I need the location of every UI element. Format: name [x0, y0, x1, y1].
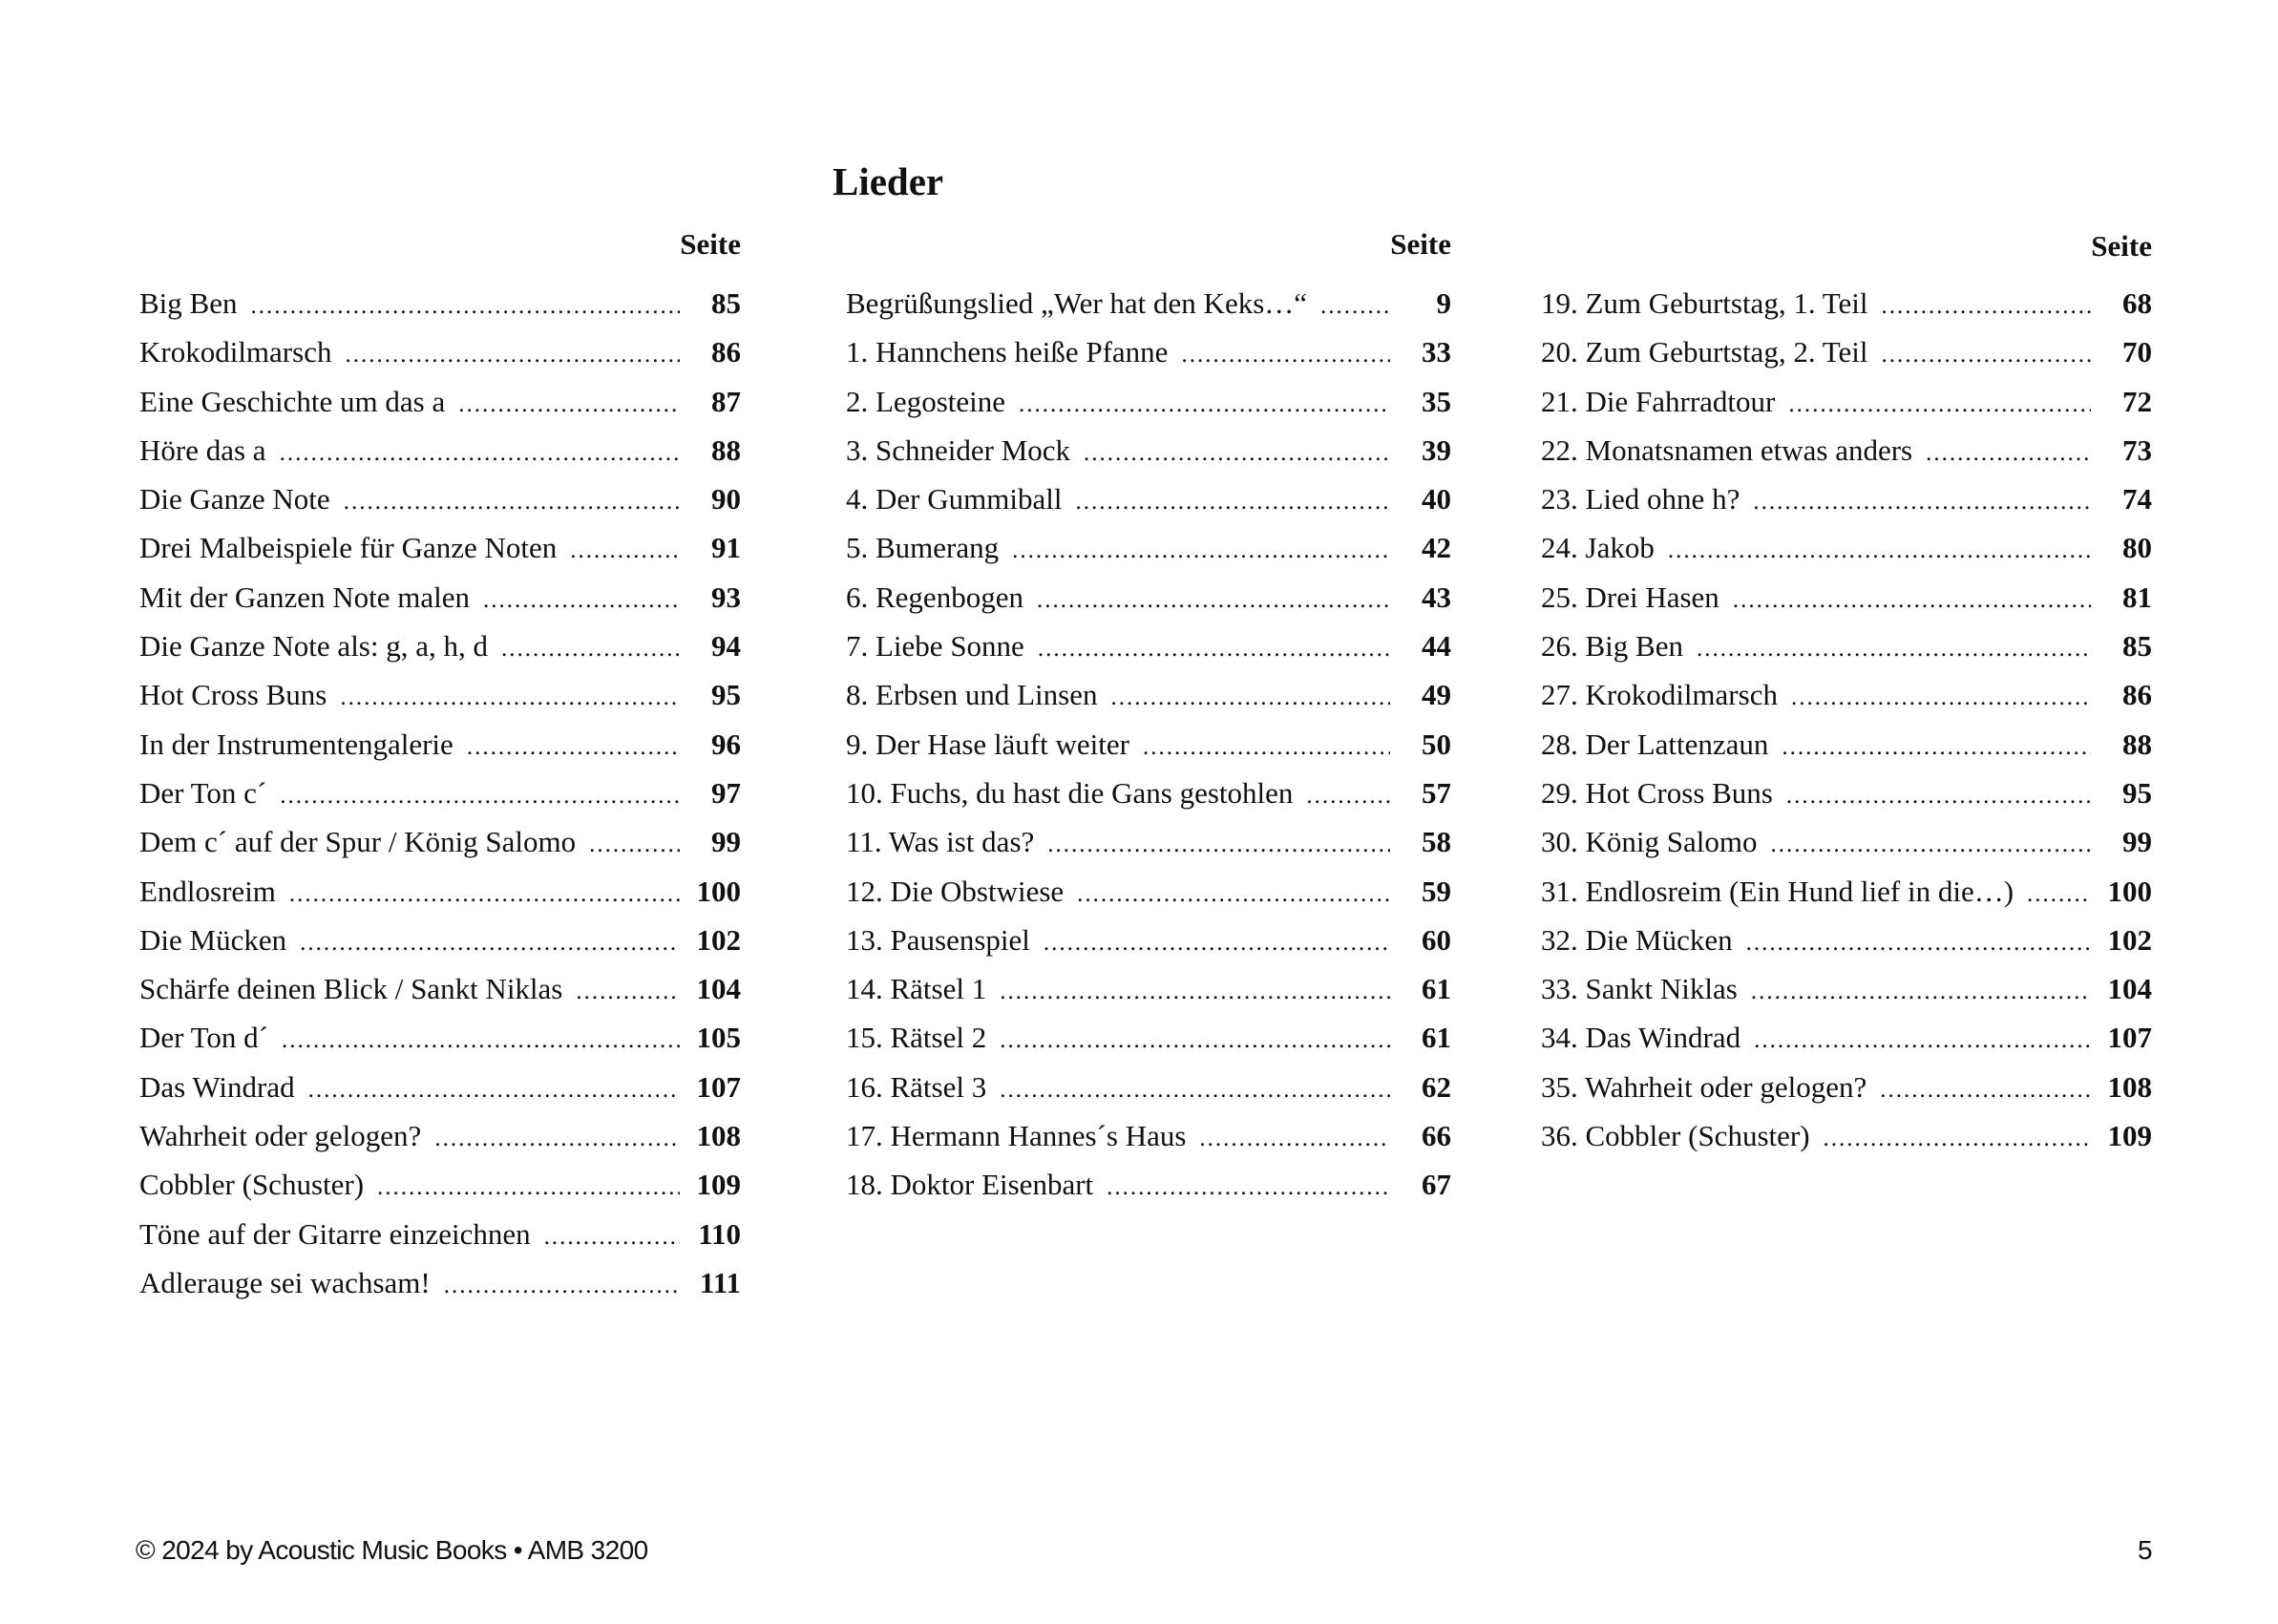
dot-leader: [1110, 679, 1390, 717]
toc-entry: [1541, 285, 2152, 333]
toc-entry: [846, 480, 1451, 529]
dot-leader: [1012, 532, 1390, 570]
toc-entry: [846, 1068, 1451, 1117]
toc-entry: [846, 823, 1451, 872]
dot-leader: [1044, 924, 1390, 962]
toc-entry: [1541, 726, 2152, 774]
toc-entry: [139, 383, 741, 432]
toc-entry-title: 7. Liebe Sonne: [846, 629, 1024, 664]
toc-entry-page: 109: [2107, 1119, 2152, 1153]
toc-entry-title: 27. Krokodilmarsch: [1541, 678, 1778, 712]
toc-entry: [1541, 579, 2152, 627]
toc-entry: [139, 1068, 741, 1117]
toc-entry-page: 93: [711, 580, 741, 614]
dot-leader: [1047, 826, 1390, 864]
toc-entry: [139, 627, 741, 676]
toc-entry-title: Eine Geschichte um das a: [139, 384, 446, 418]
toc-entry-title: 34. Das Windrad: [1541, 1021, 1741, 1055]
toc-entry-title: Höre das a: [139, 432, 266, 467]
toc-entry-title: 11. Was ist das?: [846, 825, 1035, 859]
toc-entry-page: 33: [1422, 335, 1451, 369]
toc-entry-title: Der Ton c´: [139, 775, 267, 810]
toc-entry-title: 3. Schneider Mock: [846, 432, 1071, 467]
toc-entry: [846, 873, 1451, 921]
toc-list: [1541, 285, 2152, 1166]
toc-entry: [846, 676, 1451, 725]
dot-leader: [1038, 630, 1390, 668]
toc-entry-page: 107: [696, 1069, 741, 1104]
toc-entry: [1541, 432, 2152, 480]
toc-entry-page: 60: [1422, 922, 1451, 957]
toc-entry-title: Mit der Ganzen Note malen: [139, 580, 471, 614]
toc-entry-page: 43: [1422, 580, 1451, 614]
dot-leader: [1754, 1022, 2091, 1060]
toc-entry-title: 24. Jakob: [1541, 531, 1655, 565]
dot-leader: [289, 875, 680, 914]
toc-entry-title: 10. Fuchs, du hast die Gans gestohlen: [846, 775, 1294, 810]
toc-entry-title: Die Ganze Note als: g, a, h, d: [139, 629, 488, 664]
toc-entry: [139, 1117, 741, 1166]
dot-leader: [1697, 630, 2091, 668]
toc-entry: [1541, 1019, 2152, 1067]
toc-entry: [846, 1117, 1451, 1166]
toc-entry-page: 85: [711, 286, 741, 320]
dot-leader: [282, 1022, 680, 1060]
footer-page-number: 5: [2138, 1535, 2152, 1565]
toc-entry: [139, 579, 741, 627]
dot-leader: [458, 386, 680, 424]
toc-entry-page: 110: [698, 1216, 741, 1251]
toc-entry: [139, 970, 741, 1019]
toc-entry-title: 21. Die Fahrradtour: [1541, 384, 1776, 418]
toc-entry-title: Töne auf der Gitarre einzeichnen: [139, 1216, 531, 1251]
dot-leader: [340, 679, 680, 717]
toc-entry-page: 61: [1422, 1021, 1451, 1055]
column-header-seite: Seite: [1390, 227, 1451, 261]
toc-entry: [1541, 480, 2152, 529]
column-header-seite: Seite: [680, 227, 741, 261]
toc-entry: [846, 333, 1451, 382]
toc-entry-title: 6. Regenbogen: [846, 580, 1023, 614]
dot-leader: [467, 728, 680, 767]
toc-entry-title: 36. Cobbler (Schuster): [1541, 1119, 1810, 1153]
toc-entry-page: 61: [1422, 972, 1451, 1006]
dot-leader: [1788, 386, 2091, 424]
toc-entry-page: 104: [2107, 972, 2152, 1006]
toc-entry-page: 95: [2122, 775, 2152, 810]
toc-entry: [846, 921, 1451, 970]
toc-entry-title: 8. Erbsen und Linsen: [846, 678, 1098, 712]
toc-entry-title: 17. Hermann Hannes´s Haus: [846, 1119, 1187, 1153]
toc-entry: [846, 285, 1451, 333]
toc-entry-title: 29. Hot Cross Buns: [1541, 775, 1773, 810]
toc-entry-title: 23. Lied ohne h?: [1541, 482, 1740, 517]
toc-entry-page: 72: [2122, 384, 2152, 418]
toc-entry: [1541, 873, 2152, 921]
toc-entry-page: 70: [2122, 335, 2152, 369]
dot-leader: [1786, 777, 2091, 815]
dot-leader: [377, 1169, 680, 1207]
toc-entry-title: 20. Zum Geburtstag, 2. Teil: [1541, 335, 1868, 369]
toc-entry-page: 67: [1422, 1168, 1451, 1202]
toc-entry-page: 107: [2107, 1021, 2152, 1055]
dot-leader: [1926, 434, 2091, 473]
toc-entry-title: Drei Malbeispiele für Ganze Noten: [139, 531, 558, 565]
toc-entry-page: 96: [711, 727, 741, 761]
toc-entry: [846, 383, 1451, 432]
toc-entry: [139, 1019, 741, 1067]
toc-entry: [846, 1019, 1451, 1067]
toc-entry-title: Die Ganze Note: [139, 482, 330, 517]
toc-entry-title: 35. Wahrheit oder gelogen?: [1541, 1069, 1867, 1104]
toc-entry-page: 105: [696, 1021, 741, 1055]
dot-leader: [1143, 728, 1390, 767]
toc-entry: [139, 1166, 741, 1214]
dot-leader: [1882, 336, 2091, 374]
toc-entry-page: 81: [2122, 580, 2152, 614]
toc-entry-page: 95: [711, 678, 741, 712]
dot-leader: [1199, 1120, 1390, 1158]
toc-entry-page: 102: [696, 922, 741, 957]
toc-entry-page: 9: [1436, 286, 1451, 320]
toc-entry-page: 94: [711, 629, 741, 664]
toc-entry: [846, 726, 1451, 774]
dot-leader: [300, 924, 680, 962]
toc-entry-title: Adlerauge sei wachsam!: [139, 1265, 431, 1299]
toc-entry-page: 86: [2122, 678, 2152, 712]
dot-leader: [1668, 532, 2091, 570]
toc-entry: [139, 285, 741, 333]
toc-entry: [139, 873, 741, 921]
toc-entry: [1541, 921, 2152, 970]
toc-entry-title: Die Mücken: [139, 922, 287, 957]
toc-entry: [846, 774, 1451, 823]
toc-entry-title: Begrüßungslied „Wer hat den Keks…“: [846, 286, 1308, 320]
toc-entry: [1541, 970, 2152, 1019]
toc-list: [139, 285, 741, 1313]
toc-entry-title: Das Windrad: [139, 1069, 295, 1104]
toc-entry-page: 87: [711, 384, 741, 418]
toc-entry-page: 108: [2107, 1069, 2152, 1104]
dot-leader: [1882, 287, 2091, 326]
dot-leader: [501, 630, 680, 668]
toc-entry-title: 15. Rätsel 2: [846, 1021, 987, 1055]
dot-leader: [1000, 1022, 1390, 1060]
dot-leader: [250, 287, 680, 326]
toc-entry: [139, 921, 741, 970]
dot-leader: [544, 1218, 680, 1256]
toc-entry-title: 4. Der Gummiball: [846, 482, 1063, 517]
toc-entry-title: 26. Big Ben: [1541, 629, 1683, 664]
toc-entry-title: Schärfe deinen Blick / Sankt Niklas: [139, 972, 563, 1006]
toc-entry-title: 1. Hannchens heiße Pfanne: [846, 335, 1169, 369]
toc-entry-title: 19. Zum Geburtstag, 1. Teil: [1541, 286, 1868, 320]
toc-entry: [139, 432, 741, 480]
column-header-seite: Seite: [2091, 229, 2152, 263]
toc-entry-page: 91: [711, 531, 741, 565]
toc-entry-page: 97: [711, 775, 741, 810]
toc-entry-page: 68: [2122, 286, 2152, 320]
toc-entry: [1541, 823, 2152, 872]
dot-leader: [308, 1071, 680, 1109]
dot-leader: [1791, 679, 2091, 717]
toc-entry-page: 73: [2122, 432, 2152, 467]
dot-leader: [1746, 924, 2091, 962]
toc-entry: [1541, 1117, 2152, 1166]
dot-leader: [1320, 287, 1390, 326]
dot-leader: [483, 581, 680, 620]
toc-entry: [139, 529, 741, 578]
toc-entry-page: 108: [696, 1119, 741, 1153]
toc-entry-title: Hot Cross Buns: [139, 678, 327, 712]
toc-entry-page: 111: [699, 1265, 741, 1299]
dot-leader: [1782, 728, 2091, 767]
toc-entry-title: 16. Rätsel 3: [846, 1069, 987, 1104]
toc-entry-title: 31. Endlosreim (Ein Hund lief in die…): [1541, 874, 2014, 908]
toc-entry-page: 109: [696, 1168, 741, 1202]
toc-entry: [846, 529, 1451, 578]
toc-entry-page: 59: [1422, 874, 1451, 908]
toc-entry-title: Dem c´ auf der Spur / König Salomo: [139, 825, 577, 859]
toc-entry-title: In der Instrumentengalerie: [139, 727, 453, 761]
dot-leader: [1181, 336, 1390, 374]
toc-entry: [1541, 627, 2152, 676]
toc-entry-page: 99: [2122, 825, 2152, 859]
toc-entry-page: 102: [2107, 922, 2152, 957]
dot-leader: [1880, 1071, 2091, 1109]
toc-entry-page: 40: [1422, 482, 1451, 517]
toc-entry: [1541, 333, 2152, 382]
toc-entry-title: 14. Rätsel 1: [846, 972, 987, 1006]
toc-entry: [139, 726, 741, 774]
dot-leader: [589, 826, 680, 864]
toc-entry: [846, 1166, 1451, 1214]
toc-entry-page: 86: [711, 335, 741, 369]
dot-leader: [2027, 875, 2091, 914]
toc-entry-title: 32. Die Mücken: [1541, 922, 1733, 957]
dot-leader: [1000, 1071, 1390, 1109]
toc-entry-title: Endlosreim: [139, 874, 276, 908]
toc-entry-page: 74: [2122, 482, 2152, 517]
toc-entry: [1541, 1068, 2152, 1117]
dot-leader: [434, 1120, 680, 1158]
toc-entry-title: 25. Drei Hasen: [1541, 580, 1719, 614]
toc-entry-page: 62: [1422, 1069, 1451, 1104]
dot-leader: [1037, 581, 1390, 620]
toc-entry-title: 12. Die Obstwiese: [846, 874, 1065, 908]
toc-entry-page: 42: [1422, 531, 1451, 565]
dot-leader: [280, 777, 680, 815]
dot-leader: [1770, 826, 2091, 864]
toc-entry-title: Cobbler (Schuster): [139, 1168, 365, 1202]
dot-leader: [280, 434, 680, 473]
toc-entry-page: 35: [1422, 384, 1451, 418]
toc-entry: [846, 627, 1451, 676]
toc-entry-title: 5. Bumerang: [846, 531, 1000, 565]
toc-entry-page: 90: [711, 482, 741, 517]
toc-entry-page: 85: [2122, 629, 2152, 664]
toc-entry: [139, 480, 741, 529]
toc-entry-page: 80: [2122, 531, 2152, 565]
toc-entry: [1541, 529, 2152, 578]
toc-entry-title: 22. Monatsnamen etwas anders: [1541, 432, 1913, 467]
toc-entry-page: 104: [696, 972, 741, 1006]
dot-leader: [1077, 875, 1390, 914]
toc-entry-title: Wahrheit oder gelogen?: [139, 1119, 422, 1153]
dot-leader: [444, 1267, 680, 1305]
toc-entry: [1541, 774, 2152, 823]
page-title: Lieder: [833, 159, 944, 203]
dot-leader: [1000, 973, 1390, 1011]
toc-entry-page: 88: [2122, 727, 2152, 761]
toc-entry-page: 44: [1422, 629, 1451, 664]
dot-leader: [576, 973, 680, 1011]
toc-entry: [139, 1264, 741, 1313]
toc-entry-title: 18. Doktor Eisenbart: [846, 1168, 1094, 1202]
dot-leader: [1824, 1120, 2091, 1158]
toc-entry-page: 66: [1422, 1119, 1451, 1153]
footer-copyright: © 2024 by Acoustic Music Books • AMB 3200: [136, 1535, 648, 1565]
toc-entry-title: 9. Der Hase läuft weiter: [846, 727, 1129, 761]
toc-entry-page: 49: [1422, 678, 1451, 712]
dot-leader: [1084, 434, 1390, 473]
toc-entry: [139, 774, 741, 823]
toc-entry: [846, 970, 1451, 1019]
toc-entry: [139, 676, 741, 725]
toc-entry-page: 100: [696, 874, 741, 908]
toc-entry: [139, 333, 741, 382]
toc-entry: [139, 823, 741, 872]
toc-entry-page: 58: [1422, 825, 1451, 859]
toc-entry-page: 88: [711, 432, 741, 467]
toc-entry: [846, 432, 1451, 480]
toc-entry-page: 50: [1422, 727, 1451, 761]
toc-entry-title: 13. Pausenspiel: [846, 922, 1030, 957]
toc-entry: [1541, 383, 2152, 432]
toc-entry-title: Big Ben: [139, 286, 238, 320]
toc-list: [846, 285, 1451, 1215]
dot-leader: [344, 483, 680, 521]
dot-leader: [1306, 777, 1390, 815]
toc-entry-page: 100: [2107, 874, 2152, 908]
toc-entry: [139, 1215, 741, 1264]
toc-entry-title: 2. Legosteine: [846, 384, 1006, 418]
toc-entry-title: Der Ton d´: [139, 1021, 269, 1055]
dot-leader: [1107, 1169, 1390, 1207]
toc-entry-title: 33. Sankt Niklas: [1541, 972, 1738, 1006]
toc-entry-title: 28. Der Lattenzaun: [1541, 727, 1769, 761]
dot-leader: [345, 336, 680, 374]
dot-leader: [1753, 483, 2091, 521]
dot-leader: [1075, 483, 1390, 521]
dot-leader: [1019, 386, 1390, 424]
dot-leader: [570, 532, 680, 570]
toc-entry-title: 30. König Salomo: [1541, 825, 1758, 859]
toc-entry-page: 57: [1422, 775, 1451, 810]
toc-entry: [846, 579, 1451, 627]
toc-entry-page: 39: [1422, 432, 1451, 467]
dot-leader: [1751, 973, 2091, 1011]
toc-entry: [1541, 676, 2152, 725]
dot-leader: [1733, 581, 2091, 620]
toc-entry-title: Krokodilmarsch: [139, 335, 332, 369]
toc-entry-page: 99: [711, 825, 741, 859]
